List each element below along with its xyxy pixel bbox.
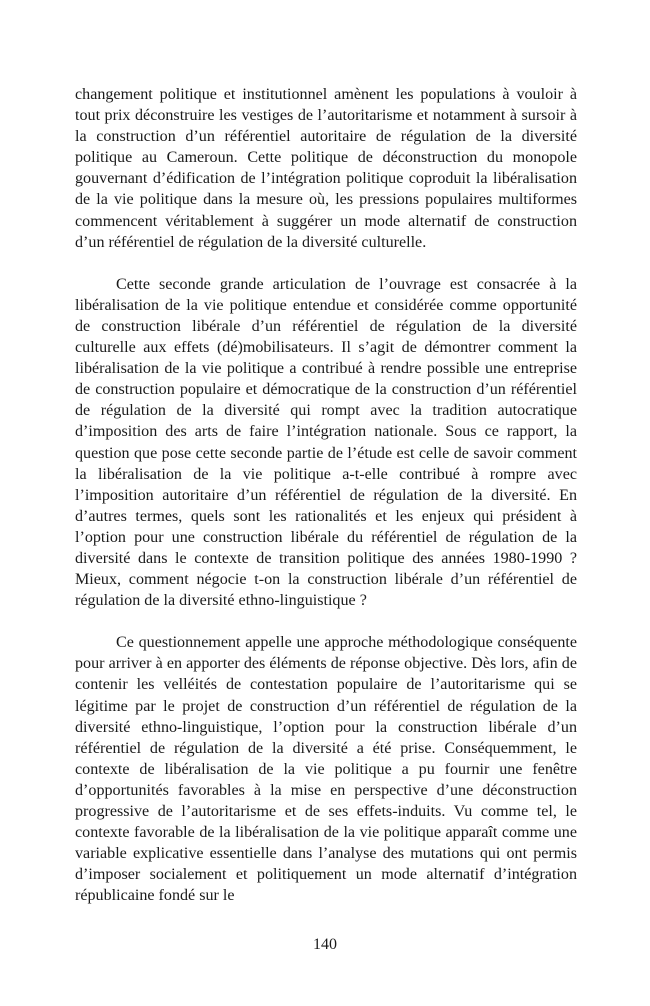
paragraph-3: Ce questionnement appelle une approche méthodologique conséquente pour arriver à en apporter des éléments de réponse objective. Dès lors, afin de contenir les velléités de contestation populaire de l’autoritarisme qui se légitime par le projet de construction d’un référentiel de régulation de la diversité ethno-linguistique, l’option pour la construction libérale d’un référentiel de régulation de la diversité a été prise. Conséquemment, le contexte de libéralisation de la vie politique a pu fournir une fenêtre d’opportunités favorables à la mise en perspective d’une déconstruction progressive de l’autoritarisme et de ses effets-induits. Vu comme tel, le contexte favorable de la libéralisation de la vie politique apparaît comme une variable explicative essentielle dans l’analyse des mutations qui ont permis d’imposer socialement et politiquement un mode alternatif d’intégration républicaine fondé sur le xyxy=(75,634,577,905)
paragraph-2: Cette seconde grande articulation de l’ouvrage est consacrée à la libéralisation de la vie politique entendue et considérée comme opportunité de construction libérale d’un référentiel de régulation de la diversité culturelle aux effets (dé)mobilisateurs. Il s’agit de démontrer comment la libéralisation de la vie politique a contribué à rendre possible une entreprise de construction populaire et démocratique de la construction d’un référentiel de régulation de la diversité qui rompt avec la tradition autocratique d’imposition des arts de faire l’intégration nationale. Sous ce rapport, la question que pose cette seconde partie de l’étude est celle de savoir comment la libéralisation de la vie politique a-t-elle contribué à rompre avec l’imposition autoritaire d’un référentiel de régulation de la diversité. En d’autres termes, quels sont les rationalités et les enjeux qui président à l’option pour une construction libérale du référentiel de régulation de la diversité dans le contexte de transition politique des années 1980-1990 ? Mieux, comment négocie t-on la construction libérale d’un référentiel de régulation de la diversité ethno-linguistique ? xyxy=(75,275,577,610)
paragraph-1: changement politique et institutionnel amènent les populations à vouloir à tout prix déconstruire les vestiges de l’autoritarisme et notamment à sursoir à la construction d’un référentiel autoritaire de régulation de la diversité politique au Cameroun. Cette politique de déconstruction du monopole gouvernant d’édification de l’intégration politique coproduit la libéralisation de la vie politique dans la mesure où, les pressions populaires multiformes commencent véritablement à suggérer un mode alternatif de construction d’un référentiel de régulation de la diversité culturelle. xyxy=(75,86,577,251)
page-number: 140 xyxy=(313,936,337,953)
page-body xyxy=(75,84,577,906)
